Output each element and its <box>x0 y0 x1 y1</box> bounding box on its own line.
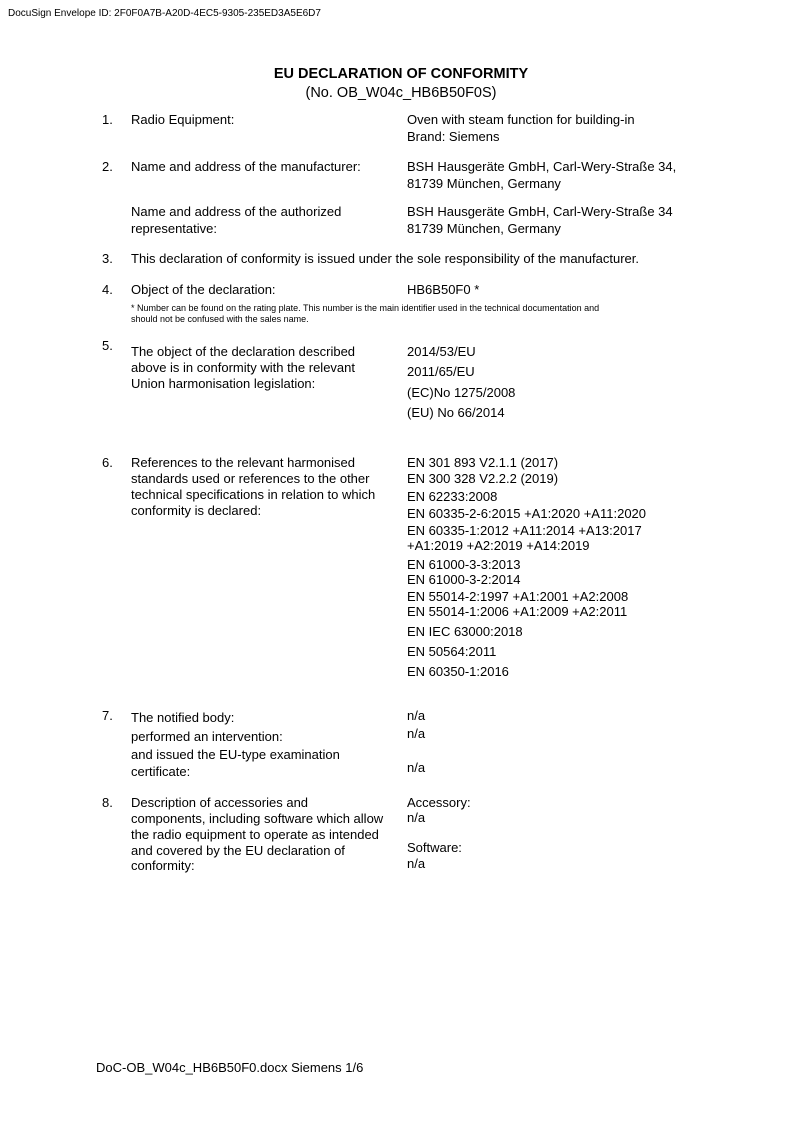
item-label: Object of the declaration: <box>131 282 276 297</box>
item-number: 4. <box>102 282 113 297</box>
item-value: n/a <box>407 726 426 741</box>
item-label: components, including software which allow <box>131 811 384 826</box>
item-value: n/a <box>407 760 426 775</box>
item-value: HB6B50F0 * <box>407 282 480 297</box>
item-value: Accessory: <box>407 795 471 810</box>
item-label: certificate: <box>131 764 191 779</box>
document-title: EU DECLARATION OF CONFORMITY <box>273 66 529 82</box>
item-label: standards used or references to the other <box>131 471 370 486</box>
item-value: EN 55014-2:1997 +A1:2001 +A2:2008 <box>407 589 629 604</box>
item-value: Software: <box>407 840 462 855</box>
item-value: EN 61000-3-3:2013 <box>407 557 521 572</box>
item-value: EN 60335-1:2012 +A11:2014 +A13:2017 <box>407 523 642 538</box>
item-value: 2014/53/EU <box>407 344 476 359</box>
item-label: Union harmonisation legislation: <box>131 376 316 391</box>
item-value: n/a <box>407 810 426 825</box>
item-value: EN 55014-1:2006 +A1:2009 +A2:2011 <box>407 604 628 619</box>
item-value: (EU) No 66/2014 <box>407 405 505 420</box>
envelope-id: DocuSign Envelope ID: 2F0F0A7B-A20D-4EC5-9305-235ED3A5E6D7 <box>8 8 321 19</box>
item-number: 6. <box>102 455 113 470</box>
item-label: and covered by the EU declaration of <box>131 843 345 858</box>
item-label: representative: <box>131 221 217 236</box>
item-value: EN 62233:2008 <box>407 489 498 504</box>
item-value: EN 61000-3-2:2014 <box>407 572 521 587</box>
item-label: conformity: <box>131 858 195 873</box>
item-label: Name and address of the authorized <box>131 204 342 219</box>
item-label: performed an intervention: <box>131 729 283 744</box>
item-number: 1. <box>102 112 113 127</box>
item-label: technical specifications in relation to which <box>131 487 376 502</box>
item-label: The object of the declaration described <box>131 344 356 359</box>
item-label: This declaration of conformity is issued under the sole responsibility of the manufacturer. <box>131 251 639 266</box>
item-value: BSH Hausgeräte GmbH, Carl-Wery-Straße 34, <box>407 159 677 174</box>
item-value: EN 300 328 V2.2.2 (2019) <box>407 471 559 486</box>
item-value: 81739 München, Germany <box>407 221 561 236</box>
item-value: EN 301 893 V2.1.1 (2017) <box>407 455 559 470</box>
document-number: (No. OB_W04c_HB6B50F0S) <box>305 85 497 101</box>
item-label: above is in conformity with the relevant <box>131 360 355 375</box>
item-label: Description of accessories and <box>131 795 309 810</box>
item-label: The notified body: <box>131 710 235 725</box>
item-value: (EC)No 1275/2008 <box>407 385 516 400</box>
item-number: 8. <box>102 795 113 810</box>
item-value: EN 50564:2011 <box>407 644 497 659</box>
item-value: n/a <box>407 856 426 871</box>
item-label: References to the relevant harmonised <box>131 455 356 470</box>
item-value: 2011/65/EU <box>407 364 475 379</box>
item-label: and issued the EU-type examination <box>131 747 340 762</box>
item-label: Name and address of the manufacturer: <box>131 159 361 174</box>
item-number: 7. <box>102 708 113 723</box>
item-number: 2. <box>102 159 113 174</box>
page-footer: DoC-OB_W04c_HB6B50F0.docx Siemens 1/6 <box>96 1060 364 1075</box>
item-value: BSH Hausgeräte GmbH, Carl-Wery-Straße 34 <box>407 204 673 219</box>
item-label: conformity is declared: <box>131 503 262 518</box>
item-value: 81739 München, Germany <box>407 176 561 191</box>
item-value: Oven with steam function for building-in <box>407 112 635 127</box>
item-label: Radio Equipment: <box>131 112 235 127</box>
item-value: n/a <box>407 708 426 723</box>
item-value: Brand: Siemens <box>407 129 500 144</box>
item-value: EN 60335-2-6:2015 +A1:2020 +A11:2020 <box>407 506 647 521</box>
footnote: should not be confused with the sales name. <box>131 314 309 324</box>
item-label: the radio equipment to operate as intended <box>131 827 379 842</box>
item-value: EN 60350-1:2016 <box>407 664 509 679</box>
item-number: 5. <box>102 338 113 353</box>
item-value: EN IEC 63000:2018 <box>407 624 523 639</box>
item-number: 3. <box>102 251 113 266</box>
item-value: +A1:2019 +A2:2019 +A14:2019 <box>407 538 590 553</box>
footnote: * Number can be found on the rating plate. This number is the main identifier used in the technical documentation and <box>131 303 600 313</box>
